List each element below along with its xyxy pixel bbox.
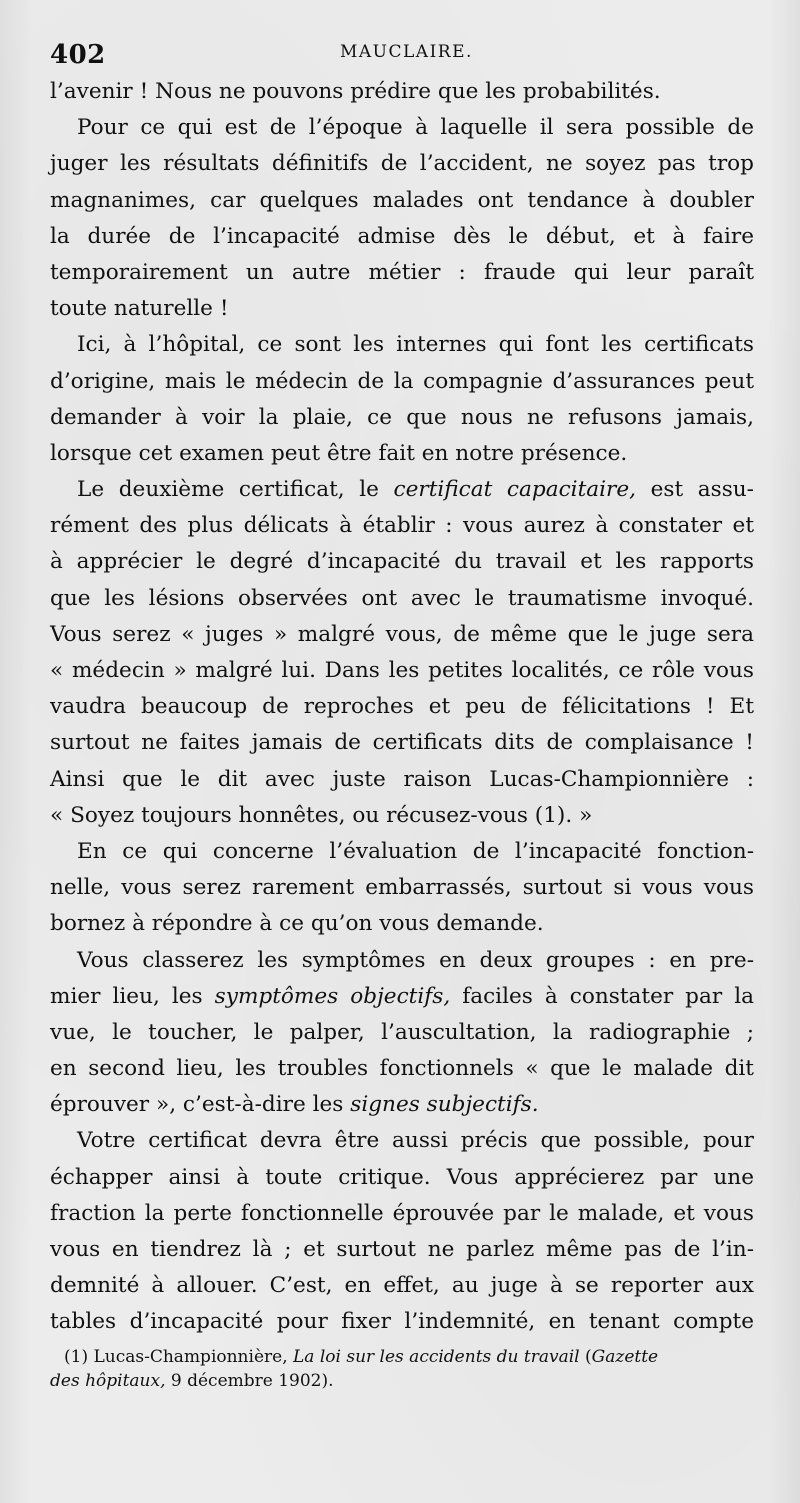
text-line: Votre certificat devra être aussi précis que possible, pour xyxy=(77,1128,754,1154)
text-line: à apprécier le degré d’incapacité du travail et les rapports xyxy=(50,549,754,575)
footnote-text: ( xyxy=(579,1347,592,1367)
text-line: demander à voir la plaie, ce que nous ne refusons jamais, xyxy=(50,404,754,430)
text-line: d’origine, mais le médecin de la compagnie d’assurances peut xyxy=(50,368,754,394)
footnote-text: (1) Lucas-Championnière, xyxy=(64,1347,294,1367)
italic-term: symptômes objectifs, xyxy=(214,983,451,1009)
footnote-journal: Gazette xyxy=(591,1347,659,1367)
page-header xyxy=(50,36,750,72)
text-line: échapper ainsi à toute critique. Vous apprécierez par une xyxy=(50,1164,754,1190)
text-line: Vous serez « juges » malgré vous, de même que le juge sera xyxy=(50,621,754,647)
text-segment: mier lieu, les xyxy=(50,983,215,1009)
footnote xyxy=(50,1345,756,1393)
text-segment: éprouver », c’est-à-dire les xyxy=(50,1092,351,1118)
text-line: en second lieu, les troubles fonctionnels « que le malade dit xyxy=(50,1056,754,1082)
text-line: temporairement un autre métier : fraude qui leur paraît xyxy=(50,259,754,285)
text-line xyxy=(50,1087,754,1123)
text-line: Ainsi que le dit avec juste raison Lucas-Championnière : xyxy=(50,766,754,792)
text-segment: Le deuxième certificat, le xyxy=(77,477,394,503)
text-line xyxy=(50,979,754,1015)
text-line: tables d’incapacité pour fixer l’indemnité, en tenant compte xyxy=(50,1309,754,1335)
running-head: MAUCLAIRE. xyxy=(340,42,473,62)
text-line: nelle, vous serez rarement embarrassés, surtout si vous vous xyxy=(50,875,754,901)
text-line: surtout ne faites jamais de certificats dits de complaisance ! xyxy=(50,730,754,756)
footnote-line-1 xyxy=(56,1345,756,1369)
text-line xyxy=(50,472,754,508)
italic-term: signes subjectifs. xyxy=(350,1092,539,1118)
text-line: l’avenir ! Nous ne pouvons prédire que les probabilités. xyxy=(50,79,661,104)
text-segment: est assu- xyxy=(636,477,754,503)
text-segment: faciles à constater par la xyxy=(450,983,754,1009)
text-line: vous en tiendrez là ; et surtout ne parlez même pas de l’in- xyxy=(50,1237,754,1262)
text-line: Vous classerez les symptômes en deux groupes : en pre- xyxy=(77,947,754,973)
text-line: magnanimes, car quelques malades ont tendance à doubler xyxy=(50,187,754,213)
italic-term: certificat capacitaire, xyxy=(393,477,637,503)
footnote-line-2 xyxy=(50,1369,756,1393)
text-line: vue, le toucher, le palper, l’auscultation, la radiographie ; xyxy=(50,1019,754,1045)
text-line: vaudra beaucoup de reproches et peu de félicitations ! Et xyxy=(50,694,754,720)
text-line: la durée de l’incapacité admise dès le début, et à faire xyxy=(50,223,754,249)
text-line: juger les résultats définitifs de l’accident, ne soyez pas trop xyxy=(50,151,754,177)
text-line: Pour ce qui est de l’époque à laquelle il sera possible de xyxy=(77,115,754,141)
text-line: « médecin » malgré lui. Dans les petites localités, ce rôle vous xyxy=(50,658,754,683)
footnote-journal: des hôpitaux, xyxy=(50,1371,166,1391)
text-line: « Soyez toujours honnêtes, ou récusez-vous (1). » xyxy=(50,802,593,828)
text-line: que les lésions observées ont avec le traumatisme invoqué. xyxy=(50,585,754,611)
text-line: fraction la perte fonctionnelle éprouvée par le malade, et vous xyxy=(50,1200,754,1226)
page-number: 402 xyxy=(50,40,106,70)
text-line: demnité à allouer. C’est, en effet, au juge à se reporter aux xyxy=(50,1273,754,1299)
text-line: bornez à répondre à ce qu’on vous demande. xyxy=(50,911,544,937)
text-line: En ce qui concerne l’évaluation de l’incapacité fonction- xyxy=(77,838,754,864)
footnote-title: La loi sur les accidents du travail xyxy=(293,1347,580,1367)
body-text xyxy=(50,74,754,1341)
footnote-date: 9 décembre 1902). xyxy=(165,1371,334,1391)
text-line: toute naturelle ! xyxy=(50,296,229,322)
text-line: Ici, à l’hôpital, ce sont les internes qui font les certificats xyxy=(77,332,754,358)
text-line: lorsque cet examen peut être fait en notre présence. xyxy=(50,440,628,466)
text-line: rément des plus délicats à établir : vous aurez à constater et xyxy=(50,513,754,539)
